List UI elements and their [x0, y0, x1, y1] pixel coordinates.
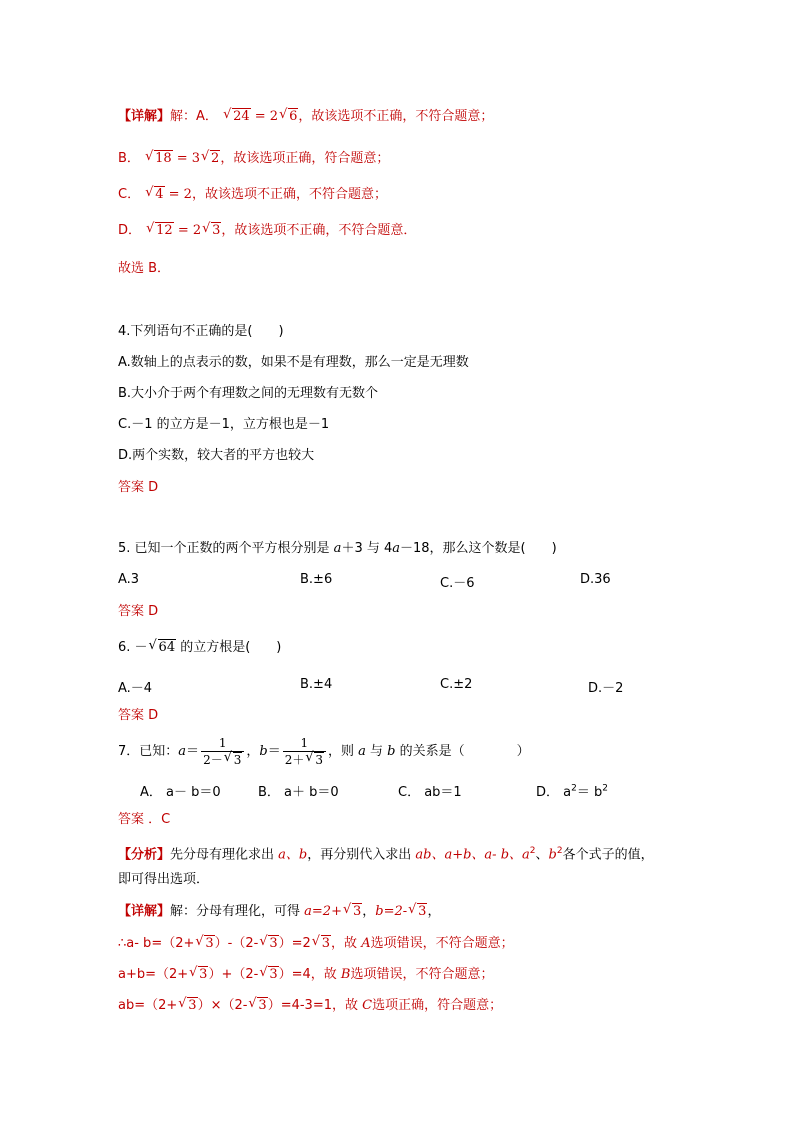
- fraction-a: 1 2－ √ 3: [201, 736, 244, 768]
- sqrt-6: √ 6: [279, 107, 298, 124]
- sqrt-2: √ 2: [201, 149, 220, 166]
- q6-option-a: A.－4: [118, 681, 153, 696]
- q7-stem: 7．已知：a＝ 1 2－ √ 3 ，b＝ 1 2＋ √ 3 ，则 a 与 b 的关系是（ ）: [118, 735, 530, 767]
- sqrt-3: √ 3: [202, 221, 221, 238]
- q6-option-b: B.±4: [300, 677, 333, 692]
- q7-option-b: B． a＋ b＝0: [258, 785, 339, 800]
- detail-line-3: a+b=（2+ √ 3）+（2- √ 3）=4，故 B选项错误，不符合题意；: [118, 965, 494, 982]
- q7-option-c: C． ab＝1: [398, 785, 462, 800]
- detail-label: 【详解】: [118, 109, 171, 124]
- q5-option-d: D.36: [580, 572, 611, 587]
- q6-stem: 6. － √ 64 的立方根是( ): [118, 638, 282, 655]
- sqrt-64: √ 64: [148, 638, 176, 655]
- q6-option-d: D.－2: [588, 681, 624, 696]
- detail-line-4: ab=（2+ √ 3）×（2- √ 3）=4-3=1，故 C选项正确，符合题意；: [118, 996, 503, 1013]
- sqrt-12: √ 12: [146, 221, 173, 238]
- q6-option-c: C.±2: [440, 677, 473, 692]
- analysis-line-2: 即可得出选项．: [118, 872, 210, 887]
- fraction-b: 1 2＋ √ 3: [283, 736, 326, 768]
- q5-option-c: C.－6: [440, 576, 475, 591]
- q5-answer: 答案 D: [118, 604, 159, 619]
- detail-line-2: ∴a- b=（2+ √ 3）-（2- √ 3）=2 √ 3，故 A选项错误，不符合题意；: [118, 934, 514, 951]
- prev-solution-conclusion: 故选 B．: [118, 261, 171, 276]
- analysis-label: 【分析】: [118, 847, 171, 863]
- q4-option-a: A.数轴上的点表示的数，如果不是有理数，那么一定是无理数: [118, 355, 469, 370]
- prev-solution-line-a: 【详解】解：A． √ 24 = 2 √ 6，故该选项不正确，不符合题意；: [118, 107, 494, 124]
- q5-option-a: A.3: [118, 572, 140, 587]
- sqrt-18: √ 18: [145, 149, 172, 166]
- q4-option-c: C.－1 的立方是－1，立方根也是－1: [118, 417, 330, 432]
- detail-label-2: 【详解】: [118, 904, 171, 919]
- sqrt-4: √ 4: [145, 185, 164, 202]
- detail-line-1: 【详解】解：分母有理化，可得 a=2+ √ 3，b=2- √ 3，: [118, 902, 441, 919]
- prev-solution-line-b: B． √ 18 = 3 √ 2，故该选项正确，符合题意；: [118, 149, 390, 166]
- q7-option-a: A． a－ b＝0: [140, 785, 221, 800]
- q6-answer: 答案 D: [118, 708, 159, 723]
- q4-stem: 4.下列语句不正确的是( ): [118, 324, 284, 339]
- prev-solution-line-c: C． √ 4 = 2，故该选项不正确，不符合题意；: [118, 185, 387, 202]
- q4-option-d: D.两个实数，较大者的平方也较大: [118, 448, 315, 463]
- prev-solution-line-d: D． √ 12 = 2 √ 3，故该选项不正确，不符合题意．: [118, 221, 417, 238]
- q5-option-b: B.±6: [300, 572, 333, 587]
- sqrt-24: √ 24: [223, 107, 250, 124]
- q7-answer: 答案 ．C: [118, 812, 171, 827]
- q4-answer: 答案 D: [118, 480, 159, 495]
- q4-option-b: B.大小介于两个有理数之间的无理数有无数个: [118, 386, 379, 401]
- analysis-line-1: 【分析】先分母有理化求出 a、b，再分别代入求出 ab、a+b、a- b、$a^2$、$b^2$各个式子的值，: [118, 846, 654, 863]
- q5-stem: 5. 已知一个正数的两个平方根分别是 a＋3 与 4a－18，那么这个数是( ): [118, 541, 557, 556]
- q7-option-d: D． $a^2= b^2$: [536, 783, 608, 800]
